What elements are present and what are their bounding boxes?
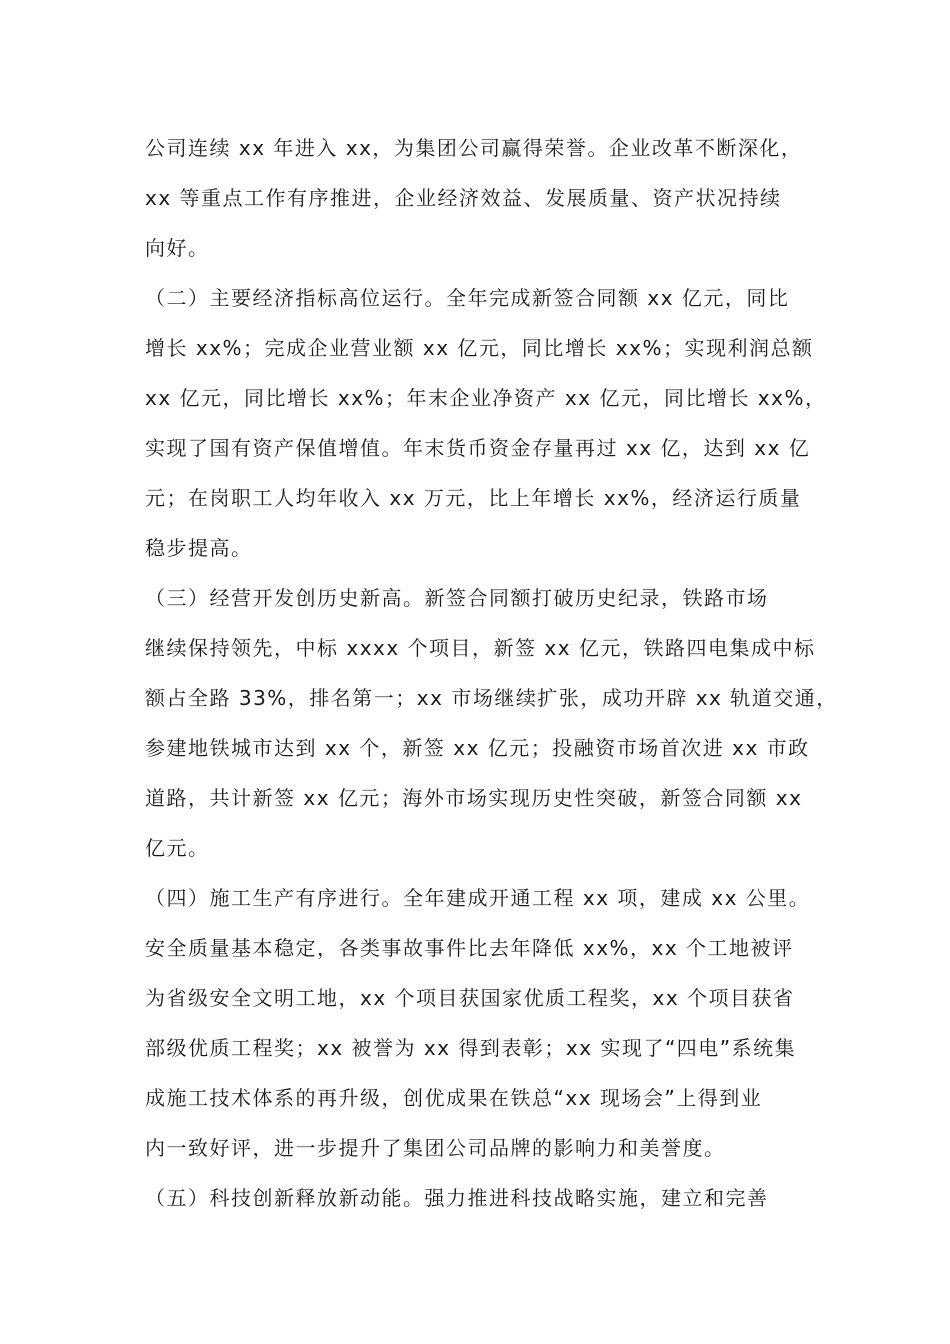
text-line: 道路，共计新签 xx 亿元；海外市场实现历史性突破，新签合同额 xx — [145, 786, 803, 810]
text-line: 向好。 — [145, 236, 210, 260]
text-line: 成施工技术体系的再升级，创优成果在铁总“xx 现场会”上得到业 — [145, 1086, 763, 1110]
text-line: 安全质量基本稳定，各类事故事件比去年降低 xx%，xx 个工地被评 — [145, 936, 794, 960]
text-line: 额占全路 33%，排名第一；xx 市场继续扩张，成功开辟 xx 轨道交通， — [145, 686, 838, 710]
text-line: 增长 xx%；完成企业营业额 xx 亿元，同比增长 xx%；实现利润总额 — [145, 336, 814, 360]
text-line: xx 亿元，同比增长 xx%；年末企业净资产 xx 亿元，同比增长 xx%， — [145, 386, 827, 410]
text-line: 元；在岗职工人均年收入 xx 万元，比上年增长 xx%，经济运行质量 — [145, 486, 802, 510]
text-line: 为省级安全文明工地，xx 个项目获国家优质工程奖，xx 个项目获省 — [145, 986, 795, 1010]
text-line: （二）主要经济指标高位运行。全年完成新签合同额 xx 亿元，同比 — [145, 286, 790, 310]
text-line: 内一致好评，进一步提升了集团公司品牌的影响力和美誉度。 — [145, 1136, 726, 1160]
text-line: 公司连续 xx 年进入 xx，为集团公司赢得荣誉。企业改革不断深化， — [145, 136, 803, 160]
text-line: （五）科技创新释放新动能。强力推进科技战略实施，建立和完善 — [145, 1186, 769, 1210]
text-line: 继续保持领先，中标 xxxx 个项目，新签 xx 亿元，铁路四电集成中标 — [145, 636, 816, 660]
text-line: 部级优质工程奖；xx 被誉为 xx 得到表彰；xx 实现了“四电”系统集 — [145, 1036, 797, 1060]
text-line: （三）经营开发创历史新高。新签合同额打破历史纪录，铁路市场 — [145, 586, 769, 610]
text-line: 参建地铁城市达到 xx 个，新签 xx 亿元；投融资市场首次进 xx 市政 — [145, 736, 810, 760]
text-line: 实现了国有资产保值增值。年末货币资金存量再过 xx 亿，达到 xx 亿 — [145, 436, 811, 460]
text-line: （四）施工生产有序进行。全年建成开通工程 xx 项，建成 xx 公里。 — [145, 886, 811, 910]
text-line: xx 等重点工作有序推进，企业经济效益、发展质量、资产状况持续 — [145, 186, 782, 210]
text-line: 亿元。 — [145, 836, 210, 860]
text-line: 稳步提高。 — [145, 536, 253, 560]
